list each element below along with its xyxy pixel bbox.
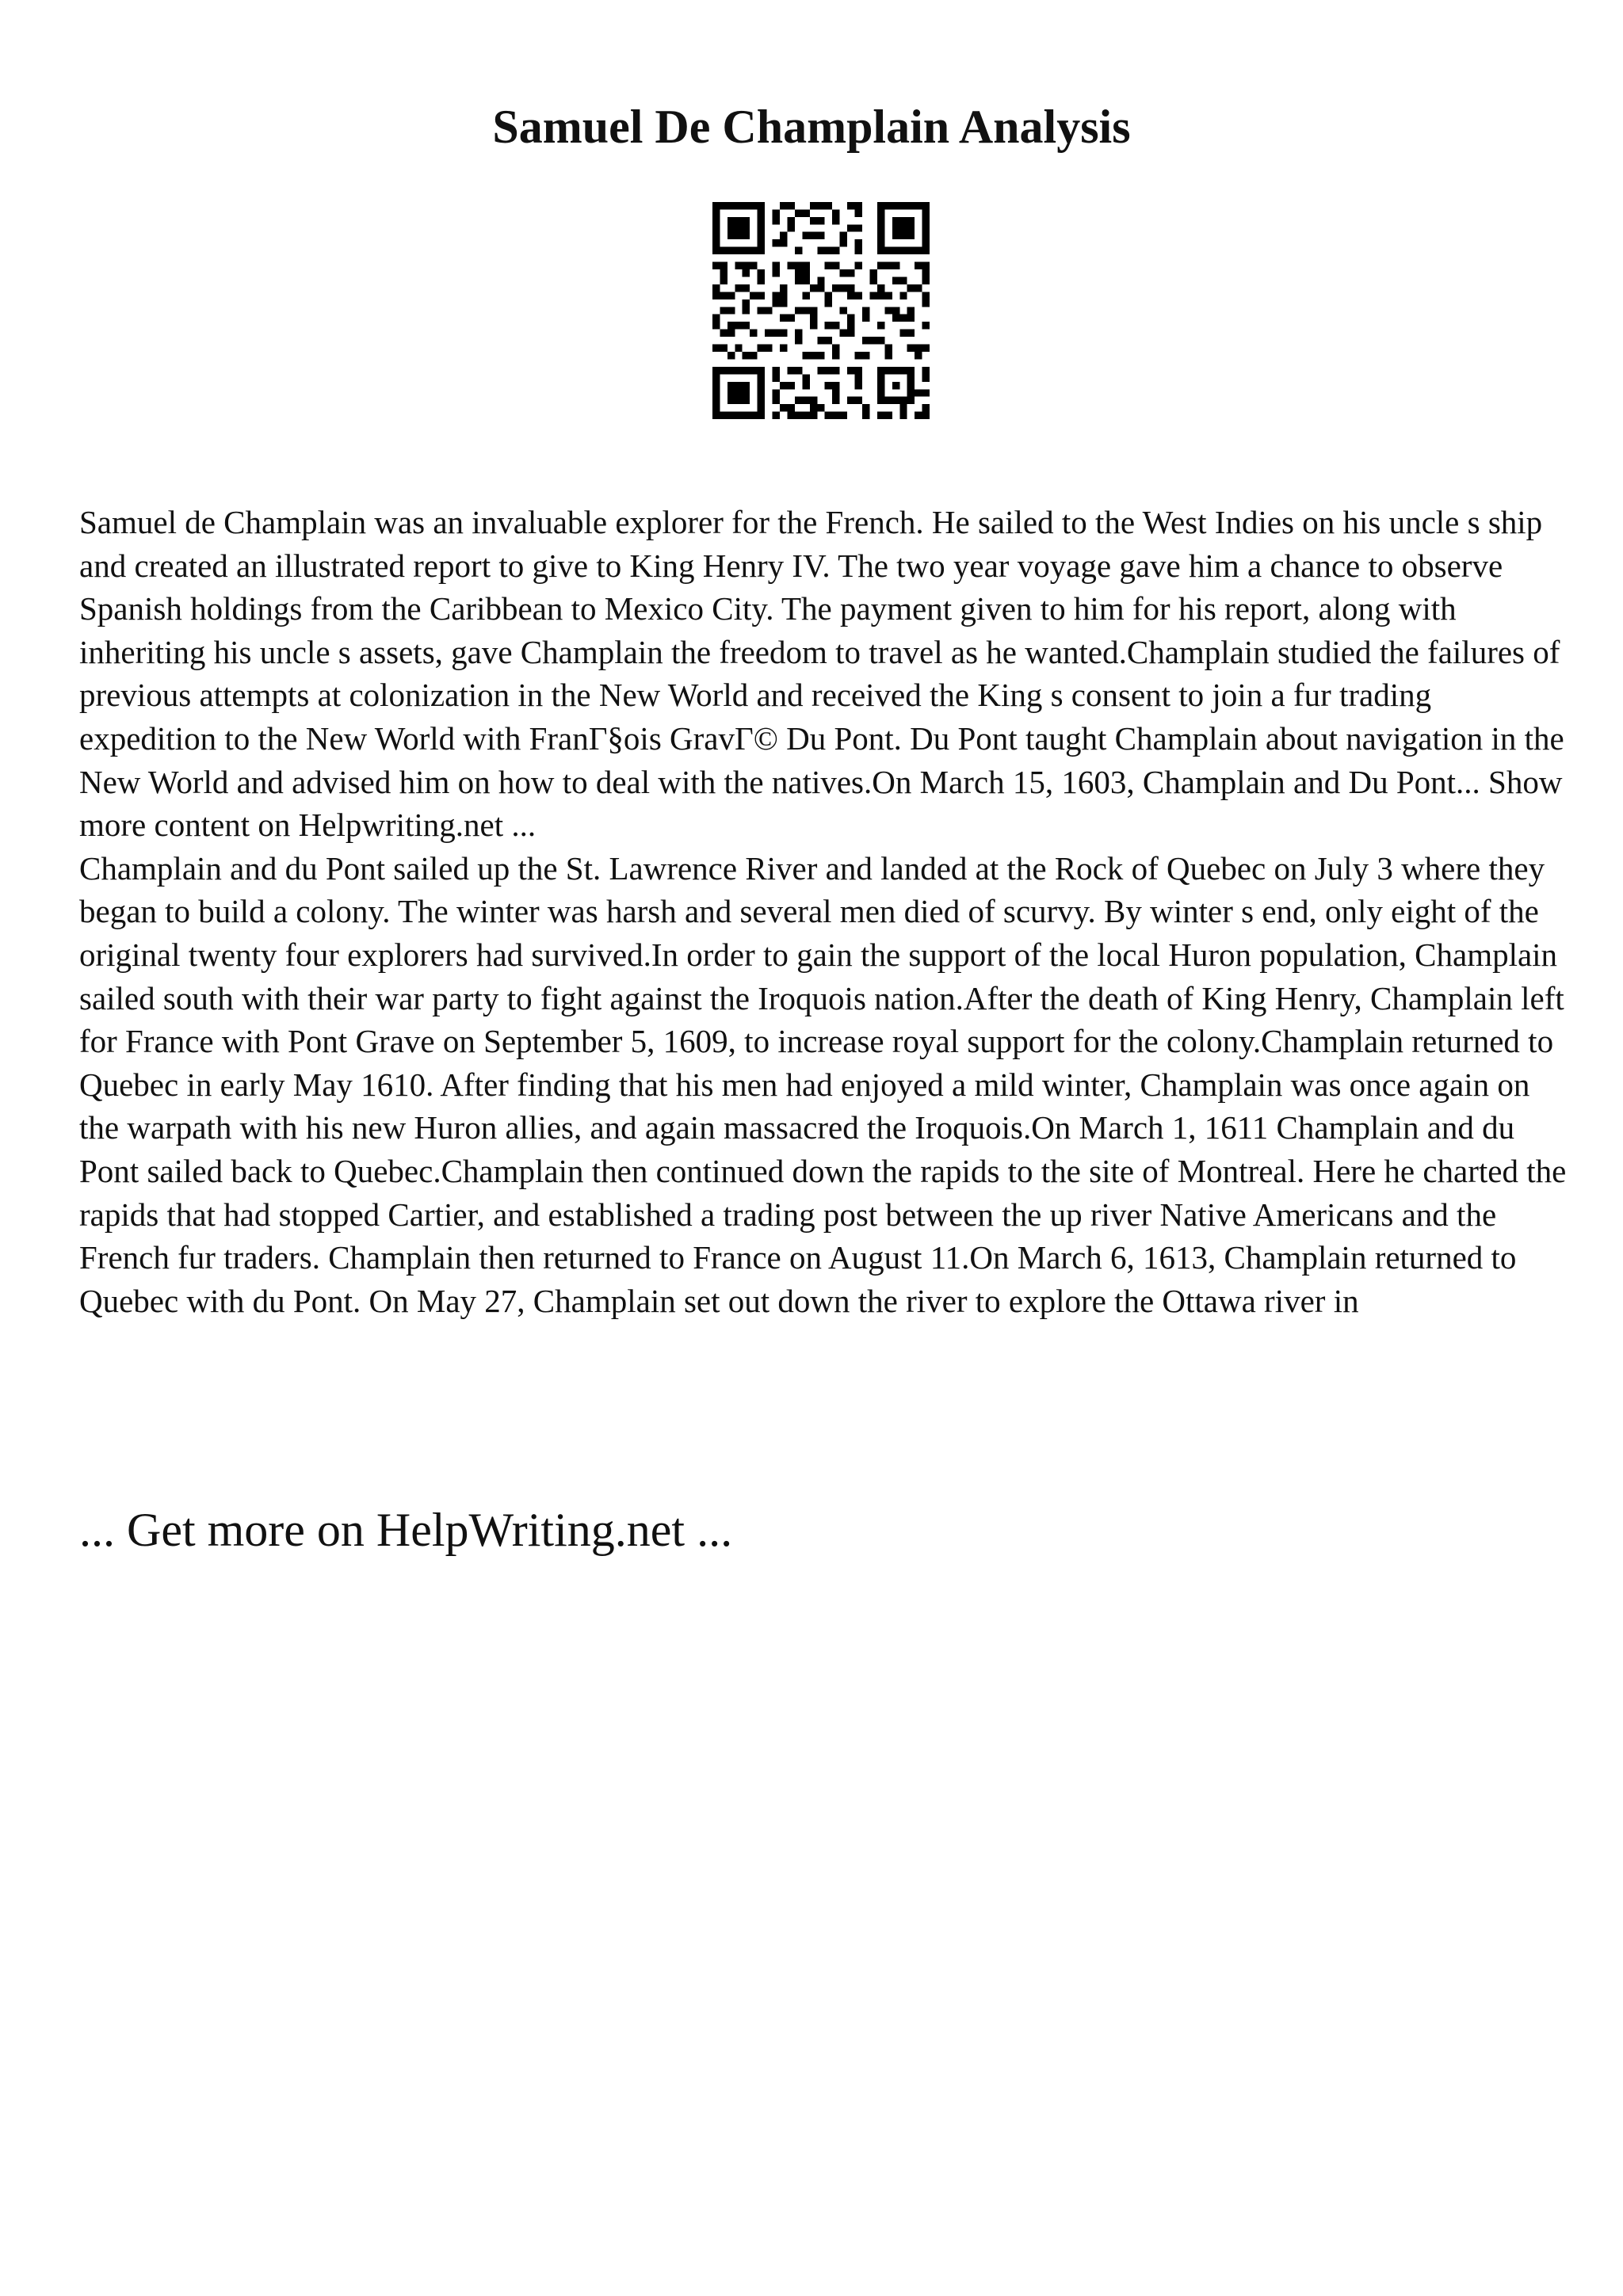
article-body bbox=[79, 501, 1569, 1322]
qr-code-icon bbox=[697, 187, 945, 434]
paragraph-2: Champlain and du Pont sailed up the St. Lawrence River and landed at the Rock of Quebec on July 3 where they began to build a colony. The winter was harsh and several men died of scurvy. By winter s end, only eight of the original twenty four explorers had survived.In order to gain the support of the local Huron population, Champlain sailed south with their war party to fight against the Iroquois nation.After the death of King Henry, Champlain left for France with Pont Grave on September 5, 1609, to increase royal support for the colony.Champlain returned to Quebec in early May 1610. After finding that his men had enjoyed a mild winter, Champlain was once again on the warpath with his new Huron allies, and again massacred the Iroquois.On March 1, 1611 Champlain and du Pont sailed back to Quebec.Champlain then continued down the rapids to the site of Montreal. Here he charted the rapids that had stopped Cartier, and established a trading post between the up river Native Americans and the French fur traders. Champlain then returned to France on August 11.On March 6, 1613, Champlain returned to Quebec with du Pont. On May 27, Champlain set out down the river to explore the Ottawa river in bbox=[79, 849, 1567, 1319]
paragraph-1: Samuel de Champlain was an invaluable explorer for the French. He sailed to the West Indies on his uncle s ship and created an illustrated report to give to King Henry IV. The two year voyage gave him a chance to observe Spanish holdings from the Caribbean to Mexico City. The payment given to him for his report, along with inheriting his uncle s assets, gave Champlain the freedom to travel as he wanted.Champlain studied the failures of previous attempts at colonization in the New World and received the King s consent to join a fur trading expedition to the New World with FranΓ§ois GravΓ© Du Pont. Du Pont taught Champlain about navigation in the New World and advised him on how to deal with the natives.On March 15, 1603, Champlain and Du Pont... Show more content on Helpwriting.net ... bbox=[79, 504, 1564, 844]
get-more-link[interactable]: ... Get more on HelpWriting.net ... bbox=[79, 1504, 733, 1556]
page-title: Samuel De Champlain Analysis bbox=[492, 101, 1131, 153]
